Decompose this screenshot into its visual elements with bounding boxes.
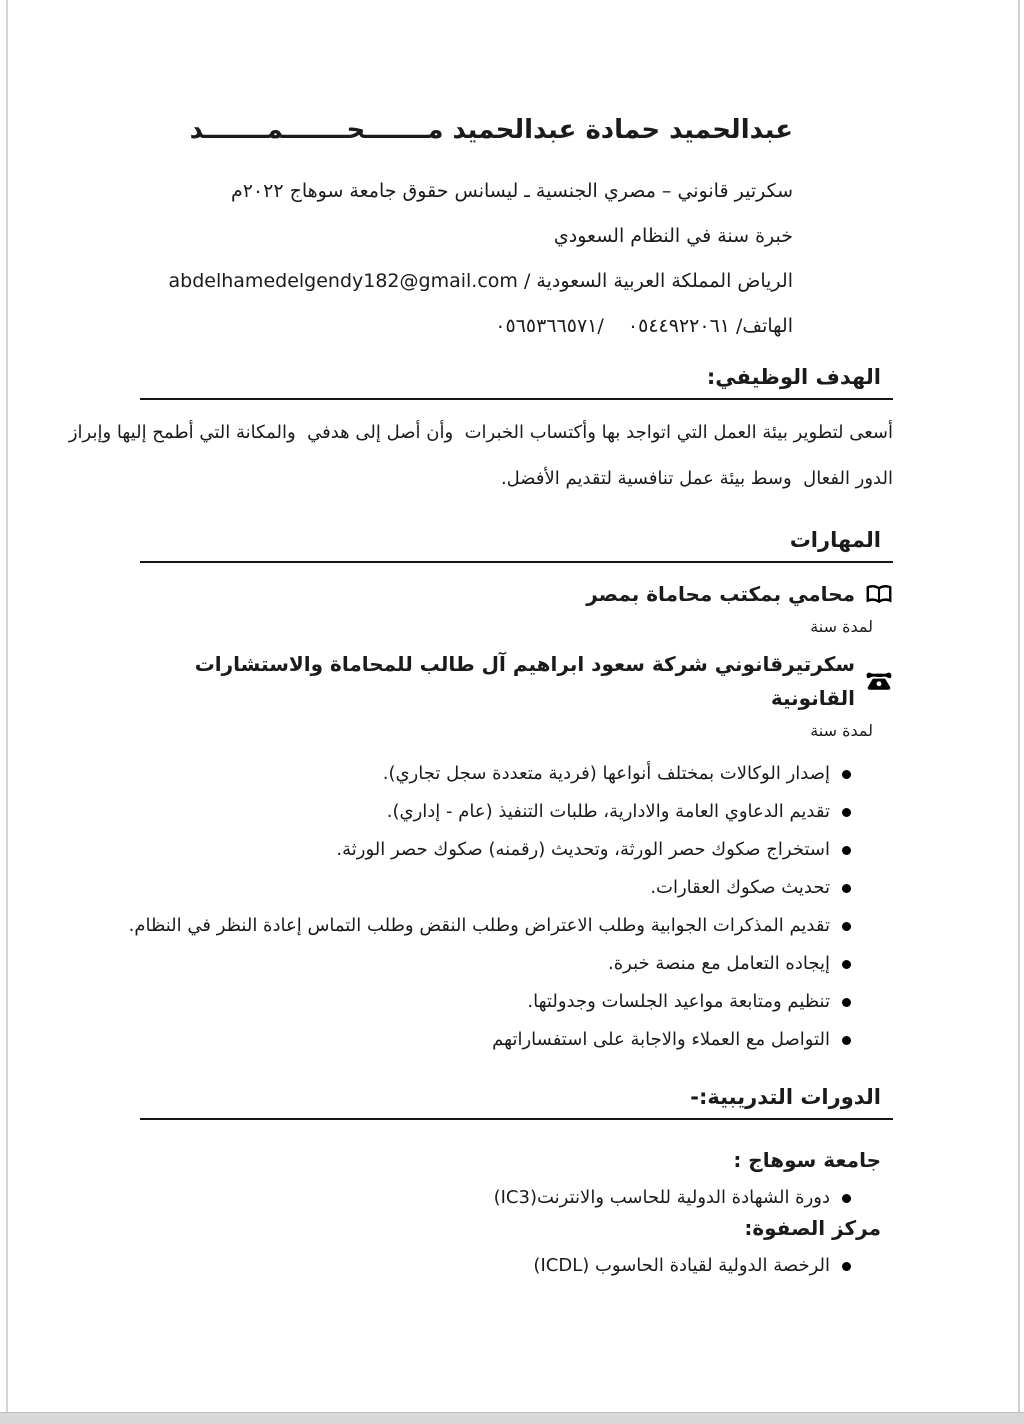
bullet-text: استخراج صكوك حصر الورثة، وتحديث (رقمنه) صكوك حصر الورثة. [336,839,830,860]
section-divider [140,398,893,400]
bullet-text: إصدار الوكالات بمختلف أنواعها (فردية متعددة سجل تجاري). [382,763,830,784]
phone-line: الهاتف/ ٠٥٤٤٩٢٢٠٦١ /٠٥٦٥٣٦٦٥٧١ [495,315,793,337]
skills-bullet-list [128,755,893,1059]
bullet-dot [842,846,851,855]
identity-block [140,112,893,339]
title-line: سكرتير قانوني – مصري الجنسية ـ ليسانس حقوق جامعة سوهاج ٢٠٢٢م [230,180,793,202]
bullet-text: تقديم المذكرات الجوابية وطلب الاعتراض وطلب النقض وطلب التماس إعادة النظر في النظام. [128,915,830,936]
job-item [140,577,893,611]
bullet-text: تقديم الدعاوي العامة والادارية، طلبات التنفيذ (عام - إداري). [386,801,830,822]
section-divider [140,1118,893,1120]
page-edge-left [6,0,8,1412]
job-duration: لمدة سنة [810,617,873,636]
section-training [140,1083,893,1284]
job-item [140,647,893,715]
bullet-text: التواصل مع العملاء والاجابة على استفساراتهم [492,1029,830,1050]
bullet-dot [842,1194,851,1203]
list-item [140,1180,851,1216]
training-list [140,1248,893,1284]
objective-heading: الهدف الوظيفي: [706,365,881,389]
bullet-dot [842,1262,851,1271]
telephone-icon [865,671,893,691]
skills-heading: المهارات [789,528,881,552]
list-item [140,793,851,831]
open-book-icon [865,584,893,605]
list-item [140,945,851,983]
list-item [140,983,851,1021]
page-edge-bottom [0,1412,1024,1424]
bullet-text: الرخصة الدولية لقيادة الحاسوب (ICDL) [533,1255,830,1276]
list-item [140,831,851,869]
objective-line: الدور الفعال وسط بيئة عمل تنافسية لتقديم الأفضل. [500,468,893,489]
section-objective [68,363,893,502]
bullet-dot [842,884,851,893]
training-group-title: مركز الصفوة: [744,1216,881,1240]
job-title: سكرتيرقانوني شركة سعود ابراهيم آل طالب للمحاماة والاستشارات القانونية [194,652,855,710]
experience-line: خبرة سنة في النظام السعودي [553,225,793,247]
objective-line: أسعى لتطوير بيئة العمل التي اتواجد بها وأكتساب الخبرات وأن أصل إلى هدفي والمكانة التي أطمح إليها وإبراز [68,422,893,443]
candidate-name: عبدالحميد حمادة عبدالحميد مـــــــحـــــــمـــــــد [189,115,793,145]
list-item [140,1248,851,1284]
section-divider [140,561,893,563]
training-list [140,1180,893,1216]
bullet-dot [842,998,851,1007]
bullet-text: دورة الشهادة الدولية للحاسب والانترنت(IC3) [493,1187,830,1208]
job-duration: لمدة سنة [810,721,873,740]
list-item [140,1021,851,1059]
bullet-text: إيجاده التعامل مع منصة خبرة. [607,953,830,974]
cv-content [68,0,893,1284]
page-edge-right [1018,0,1020,1412]
bullet-dot [842,1036,851,1045]
location-email-line: الرياض المملكة العربية السعودية / abdelhamedelgendy182@gmail.com [168,270,793,292]
list-item [140,869,851,907]
bullet-dot [842,770,851,779]
bullet-dot [842,808,851,817]
bullet-dot [842,960,851,969]
training-group-title: جامعة سوهاج : [733,1148,881,1172]
list-item [140,755,851,793]
bullet-dot [842,922,851,931]
bullet-text: تحديث صكوك العقارات. [650,877,830,898]
bullet-text: تنظيم ومتابعة مواعيد الجلسات وجدولتها. [527,991,830,1012]
training-heading: الدورات التدريبية:- [690,1085,881,1109]
list-item [128,907,851,945]
job-title: محامي بمكتب محاماة بمصر [586,582,855,606]
section-skills [128,526,893,1059]
